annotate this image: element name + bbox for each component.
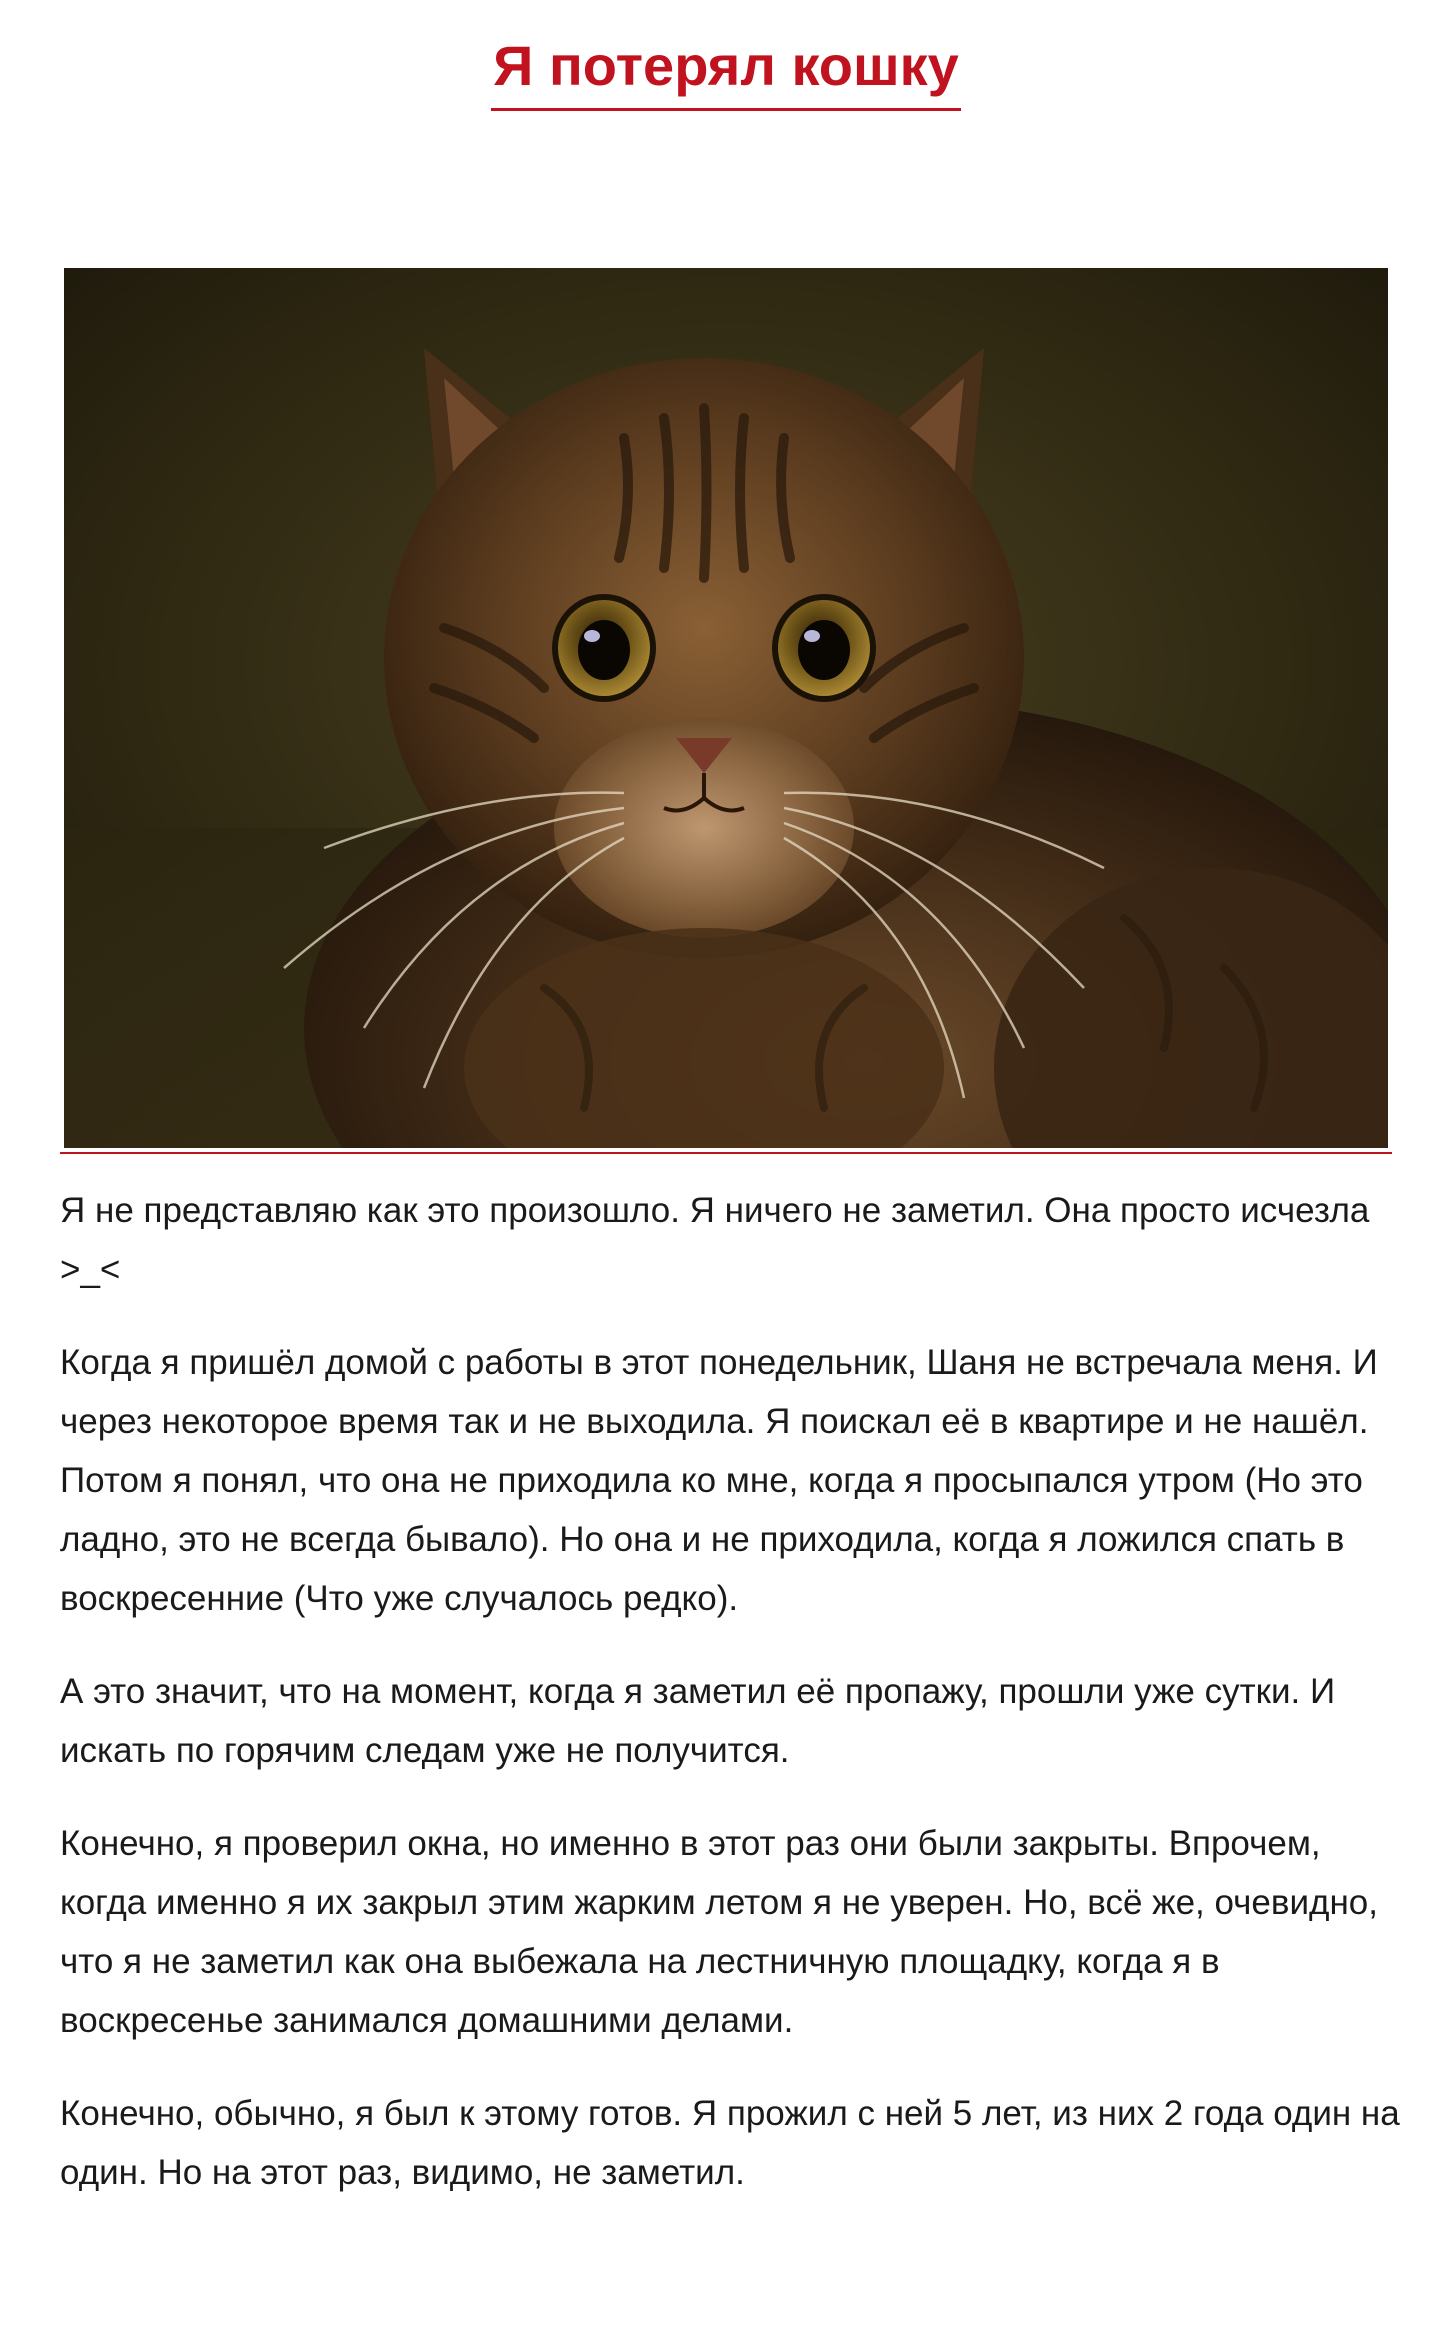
cat-photo-illustration [64,268,1388,1148]
article-paragraph-4: А это значит, что на момент, когда я заметил её пропажу, прошли уже сутки. И искать по горячим следам уже не получится. [60,1672,1336,1770]
article-paragraph-2 [60,1333,1400,1451]
article-paragraph-3: Потом я понял, что она не приходила ко мне, когда я просыпался утром (Но это ладно, это не всегда бывало). Но она и не приходила, когда я ложился спать в воскресенние (Что уже случалось редко). [60,1461,1363,1618]
article-body [60,1181,1400,2236]
article-paragraph-5: Конечно, я проверил окна, но именно в этот раз они были закрыты. Впрочем, когда именно я их закрыл этим жарким летом я не уверен. Но, всё же, очевидно, что я не заметил как она выбежала на лестничную площадку, когда я в воскресенье занимался домашними делами. [60,1824,1378,2040]
cat-photo [64,268,1388,1148]
article-paragraph-6: Конечно, обычно, я был к этому готов. Я прожил с ней 5 лет, из них 2 года один на один. Но на этот раз, видимо, не заметил. [60,2094,1400,2192]
photo-divider [60,1152,1392,1154]
article-paragraph-1: Я не представляю как это произошло. Я ничего не заметил. Она просто исчезла >_< [60,1191,1370,1289]
paragraph-2-text: Когда я пришёл домой с работы в этот понедельник, Шаня не встречала меня. И через некоторое время так и не выходила. Я поискал её в квартире и не нашёл. [60,1343,1378,1441]
page-title-link[interactable]: Я потерял кошку [491,24,961,111]
title-wrapper [0,24,1452,111]
